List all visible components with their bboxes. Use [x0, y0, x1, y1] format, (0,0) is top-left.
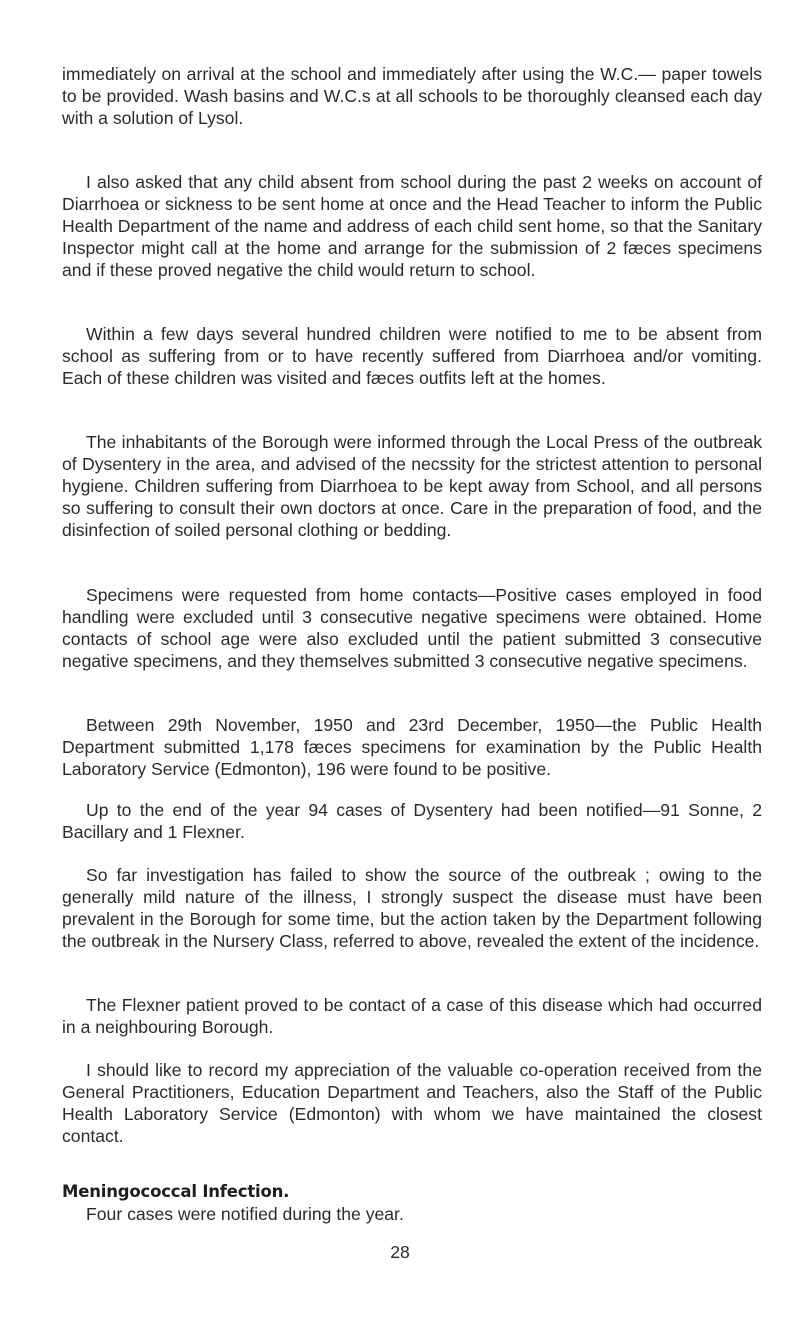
paragraph-7: Up to the end of the year 94 cases of Dysentery had been notified—91 Sonne, 2 Bacillary and 1 Flexner.	[62, 800, 762, 842]
paragraph-5: Specimens were requested from home contacts—Positive cases employed in food handling were excluded until 3 consecutive negative specimens were obtained. Home contacts of school age were also excluded until the patient submitted 3 consecutive negative specimens, and they themselves submitted 3 consecutive negative specimens.	[62, 585, 762, 671]
paragraph-8: So far investigation has failed to show the source of the outbreak ; owing to the generally mild nature of the illness, I strongly suspect the disease must have been prevalent in the Borough for some time, but the action taken by the Department following the outbreak in the Nursery Class, referred to above, revealed the extent of the incidence.	[62, 865, 762, 951]
paragraph-6: Between 29th November, 1950 and 23rd December, 1950—the Public Health Department submitted 1,178 fæces specimens for examination by the Public Health Laboratory Service (Edmonton), 196 were found to be positive.	[62, 715, 762, 779]
paragraph-1: immediately on arrival at the school and immediately after using the W.C.— paper towels to be provided. Wash basins and W.C.s at all schools to be thoroughly cleansed each day with a solution of Lysol.	[62, 64, 762, 128]
section-heading: Meningococcal Infection.	[62, 1182, 290, 1201]
page-number: 28	[390, 1242, 410, 1262]
section-body: Four cases were notified during the year.	[86, 1204, 404, 1224]
paragraph-9: The Flexner patient proved to be contact of a case of this disease which had occurred in a neighbouring Borough.	[62, 995, 762, 1037]
paragraph-2: I also asked that any child absent from school during the past 2 weeks on account of Diarrhoea or sickness to be sent home at once and the Head Teacher to inform the Public Health Department of the name and address of each child sent home, so that the Sanitary Inspector might call at the home and arrange for the submission of 2 fæces specimens and if these proved negative the child would return to school.	[62, 172, 762, 280]
paragraph-10: I should like to record my appreciation of the valuable co-operation received from the General Practitioners, Education Department and Teachers, also the Staff of the Public Health Laboratory Service (Edmonton) with whom we have maintained the closest contact.	[62, 1060, 762, 1146]
paragraph-4: The inhabitants of the Borough were informed through the Local Press of the outbreak of Dysentery in the area, and advised of the necssity for the strictest attention to personal hygiene. Children suffering from Diarrhoea to be kept away from School, and all persons so suffering to consult their own doctors at once. Care in the preparation of food, and the disinfection of soiled personal clothing or bedding.	[62, 432, 762, 540]
paragraph-3: Within a few days several hundred children were notified to me to be absent from school as suffering from or to have recently suffered from Diarrhoea and/or vomiting. Each of these children was visited and fæces outfits left at the homes.	[62, 324, 762, 388]
